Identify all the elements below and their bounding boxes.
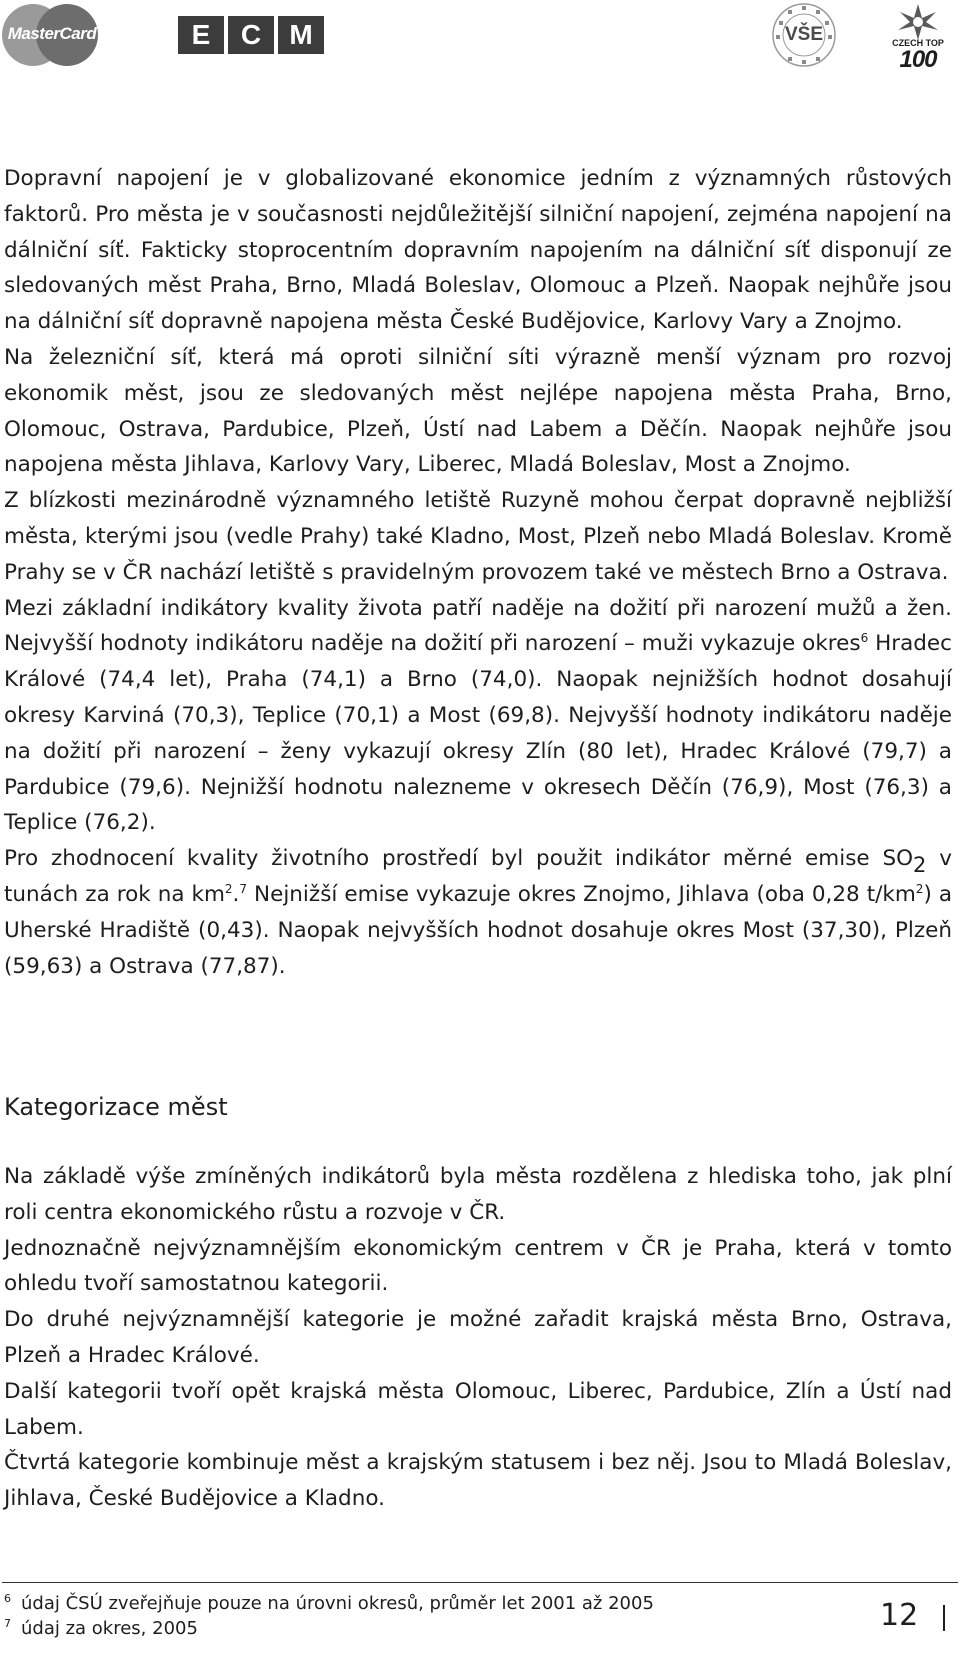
paragraph-life-expectancy: [4, 591, 952, 842]
ecm-logo: [178, 16, 326, 54]
emissions-text-d: Nejnižší emise vykazuje okres Znojmo, Jihlava (oba 0,28 t/km: [247, 881, 916, 907]
tkm2-superscript: 2: [915, 881, 924, 896]
category-fourth: Čtvrtá kategorie kombinuje měst a krajským statusem i bez něj. Jsou to Mladá Boleslav, Jihlava, České Budějovice a Kladno.: [4, 1450, 952, 1512]
category-intro: Na základě výše zmíněných indikátorů byla města rozdělena z hlediska toho, jak plní roli centra ekonomického růstu a rozvoje v ČR.: [4, 1164, 952, 1225]
footnote-7-number: 7: [4, 1617, 11, 1630]
life-expectancy-text-a: Mezi základní indikátory kvality života patří naděje na dožití při narození mužů a žen. Nejvyšší hodnoty indikátoru naděje na dožití při narození – muži vykazuje okres: [4, 595, 952, 657]
page-number-bar: [943, 1605, 945, 1631]
czech-top-star-icon: [880, 2, 956, 42]
emissions-text-e: ) a Uherské Hradiště (0,43). Naopak nejvyšších hodnot dosahuje okres Most (37,30), Plzeň (59,63) a Ostrava (77,87).: [4, 881, 952, 979]
footnotes: [4, 1591, 764, 1641]
category-prague: Jednoznačně nejvýznamnějším ekonomickým centrem v ČR je Praha, která v tomto ohledu tvoří samostatnou kategorii.: [4, 1235, 952, 1297]
czech-top-label: CZECH TOP: [892, 38, 944, 48]
ecm-letter-m: M: [278, 16, 324, 54]
czech-top-number: 100: [899, 46, 937, 73]
emissions-text-b: v tunách za rok na km: [4, 846, 952, 907]
categorization-text: [4, 1159, 952, 1517]
footnote-7: [4, 1616, 764, 1641]
ecm-letter-c: C: [228, 16, 274, 54]
life-expectancy-text-b: Hradec Králové (74,4 let), Praha (74,1) a Brno (74,0). Naopak nejnižších hodnot dosahují okresy Karviná (70,3), Teplice (70,1) a Most (69,8). Nejvyšší hodnoty indikátoru naděje na dožití při narození – ženy vykazují okresy Zlín (80 let), Hradec Králové (79,7) a Pardubice (79,6). Nejnižší hodnotu nalezneme v okresech Děčín (76,9), Most (76,3) a Teplice (76,2).: [4, 631, 952, 836]
category-second: Do druhé nejvýznamnější kategorie je možné zařadit krajská města Brno, Ostrava, Plzeň a Hradec Králové.: [4, 1307, 952, 1368]
footnote-6: [4, 1591, 764, 1616]
ecm-letter-e: E: [178, 16, 224, 54]
vse-wordmark: VŠE: [784, 24, 824, 45]
vse-logo: [771, 2, 837, 68]
footnote-7-text: údaj za okres, 2005: [21, 1618, 198, 1639]
paragraph-transport-rail: Na železniční síť, která má oproti silniční síti výrazně menší význam pro rozvoj ekonomik měst, jsou ze sledovaných měst nejlépe napojena města Praha, Brno, Olomouc, Ostrava, Pardubice, Plzeň, Ústí nad Labem a Děčín. Naopak nejhůře jsou napojena města Jihlava, Karlovy Vary, Liberec, Mladá Boleslav, Most a Znojmo.: [4, 344, 952, 478]
section-heading: Kategorizace měst: [4, 1093, 228, 1121]
footnote-ref-6: 6: [860, 631, 869, 646]
category-third: Další kategorii tvoří opět krajská města Olomouc, Liberec, Pardubice, Zlín a Ústí nad Labem.: [4, 1378, 952, 1440]
paragraph-transport-air: Z blízkosti mezinárodně významného letiště Ruzyně mohou čerpat dopravně nejbližší města, kterými jsou (vedle Prahy) také Kladno, Most, Plzeň nebo Mladá Boleslav. Kromě Prahy se v ČR nachází letiště s pravidelným provozem také ve městech Brno a Ostrava.: [4, 488, 952, 585]
paragraph-emissions: [4, 841, 952, 984]
so2-subscript: 2: [913, 853, 927, 878]
footnote-divider: [2, 1582, 958, 1583]
footnote-6-text: údaj ČSÚ zveřejňuje pouze na úrovni okresů, průměr let 2001 až 2005: [21, 1593, 654, 1614]
footnote-ref-7: 7: [239, 881, 248, 896]
emissions-text-a: Pro zhodnocení kvality životního prostředí byl použit indikátor měrné emise SO: [4, 846, 914, 872]
paragraph-transport-road: Dopravní napojení je v globalizované ekonomice jedním z významných růstových faktorů. Pro města je v současnosti nejdůležitější silniční napojení, zejména napojení na dálniční síť. Fakticky stoprocentním dopravním napojením na dálniční síť disponují ze sledovaných měst Praha, Brno, Mladá Boleslav, Olomouc a Plzeň. Naopak nejhůře jsou na dálniční síť dopravně napojena města České Budějovice, Karlovy Vary a Znojmo.: [4, 166, 952, 335]
mastercard-wordmark: MasterCard: [7, 24, 97, 43]
page-number: 12: [880, 1598, 919, 1633]
header-logos: [0, 0, 960, 80]
czech-top-100-logo: [880, 2, 956, 72]
footnote-6-number: 6: [4, 1592, 11, 1605]
mastercard-logo: [2, 4, 98, 68]
main-body-text: [4, 161, 952, 984]
km2-superscript: 2: [224, 881, 233, 896]
emissions-text-c: .: [232, 881, 240, 907]
